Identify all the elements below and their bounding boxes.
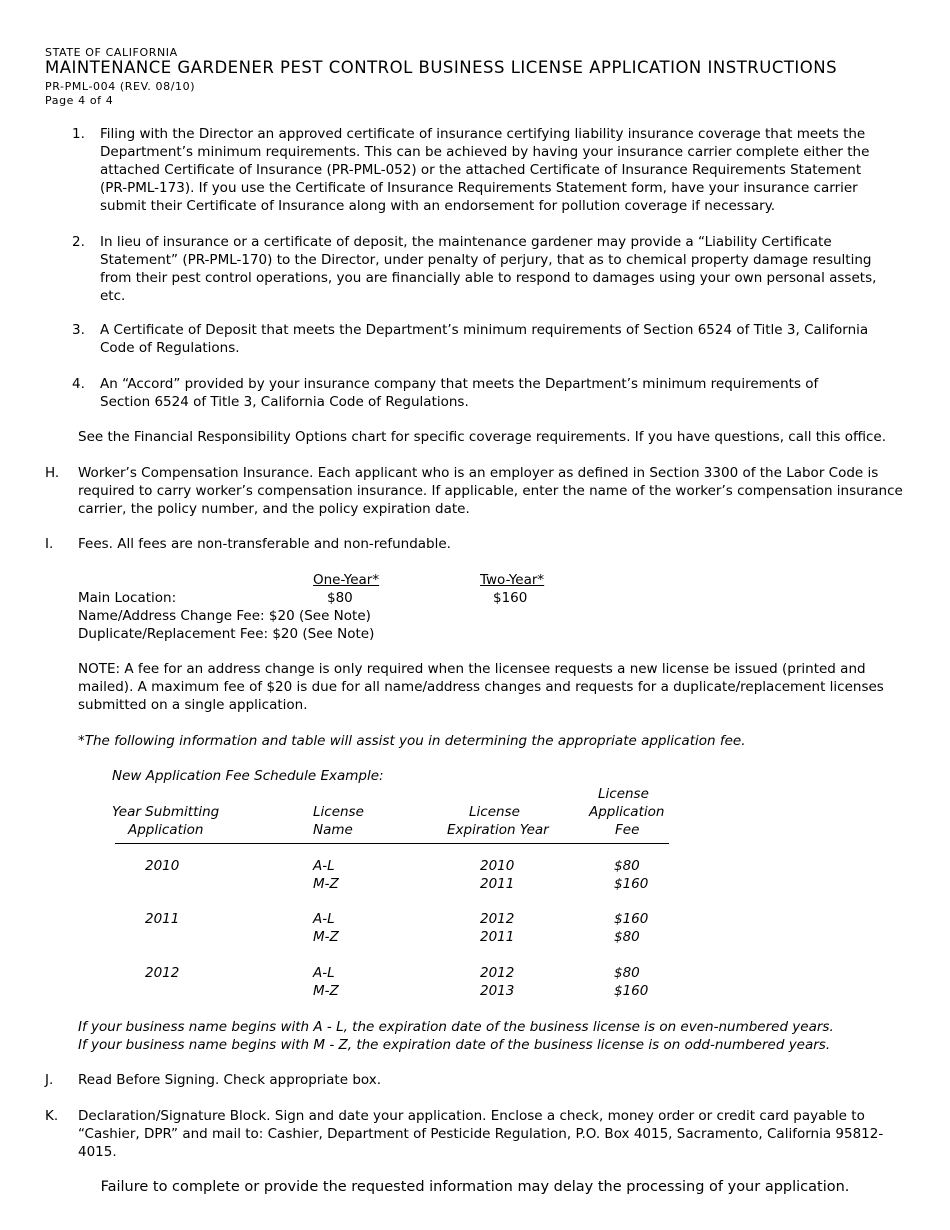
col-exp-header-2: Expiration Year <box>447 822 549 838</box>
document-title: MAINTENANCE GARDENER PEST CONTROL BUSINESS LICENSE APPLICATION INSTRUCTIONS <box>45 58 838 77</box>
col-fee-header-2: Application <box>589 804 665 820</box>
item-4-text: An “Accord” provided by your insurance company that meets the Department’s minimum requirements of Section 6524 of Title 3, California Code of Regulations. <box>100 376 819 410</box>
item-1-number: 1. <box>72 126 85 142</box>
row-fee: $160 <box>614 911 649 927</box>
row-fee: $80 <box>614 929 640 945</box>
main-two-year-fee: $160 <box>493 590 528 606</box>
agency-name: STATE OF CALIFORNIA <box>45 46 178 59</box>
row-name: M-Z <box>313 876 339 892</box>
item-1-text: Filing with the Director an approved certificate of insurance certifying liability insurance coverage that meets the Department’s minimum requirements. This can be achieved by having your insurance carrier complete either the attached Certificate of Insurance (PR-PML-052) or the attached Certificate of Insurance Requirements Statement (PR-PML-173). If you use the Certificate of Insurance Requirements Statement form, have your insurance carrier submit their Certificate of Insurance along with an endorsement for pollution coverage if necessary. <box>100 126 870 214</box>
row-expiration: 2012 <box>480 911 515 927</box>
header-divider <box>115 843 669 844</box>
item-2-number: 2. <box>72 234 85 250</box>
col-name-header-1: License <box>313 804 364 820</box>
section-h-text: Worker’s Compensation Insurance. Each applicant who is an employer as defined in Section 3300 of the Labor Code is required to carry worker’s compensation insurance. If applicable, enter the name of the worker’s compensation insurance carrier, the policy number, and the policy expiration date. <box>78 465 903 517</box>
row-expiration: 2012 <box>480 965 515 981</box>
financial-responsibility-note: See the Financial Responsibility Options chart for specific coverage requirements. If you have questions, call this office. <box>78 429 887 445</box>
col-fee-header-1: License <box>598 786 649 802</box>
col-name-header-2: Name <box>313 822 353 838</box>
row-name: A-L <box>313 911 335 927</box>
one-year-header: One-Year* <box>313 572 380 588</box>
schedule-title: New Application Fee Schedule Example: <box>112 768 384 784</box>
section-j-letter: J. <box>45 1072 54 1088</box>
row-fee: $160 <box>614 876 649 892</box>
section-i-letter: I. <box>45 536 54 552</box>
name-change-fee: Name/Address Change Fee: $20 (See Note) <box>78 608 371 624</box>
two-year-header: Two-Year* <box>480 572 545 588</box>
col-year-header-1: Year Submitting <box>112 804 220 820</box>
row-year: 2012 <box>145 965 180 981</box>
item-3-text: A Certificate of Deposit that meets the Department’s minimum requirements of Section 6524 of Title 3, California Code of Regulations. <box>100 322 869 356</box>
row-name: A-L <box>313 858 335 874</box>
section-k-letter: K. <box>45 1108 59 1124</box>
row-expiration: 2013 <box>480 983 515 999</box>
footer-warning: Failure to complete or provide the requested information may delay the processing of your application. <box>100 1179 850 1195</box>
row-year: 2010 <box>145 858 180 874</box>
row-expiration: 2011 <box>480 929 515 945</box>
main-one-year-fee: $80 <box>327 590 353 606</box>
col-exp-header-1: License <box>469 804 520 820</box>
row-expiration: 2011 <box>480 876 515 892</box>
row-fee: $80 <box>614 965 640 981</box>
item-4-number: 4. <box>72 376 85 392</box>
section-i-text: Fees. All fees are non-transferable and non-refundable. <box>78 536 451 552</box>
item-2-text: In lieu of insurance or a certificate of deposit, the maintenance gardener may provide a “Liability Certificate Statement” (PR-PML-170) to the Director, under penalty of perjury, that as to chemical property damage resulting from their pest control operations, you are financially able to respond to damages using your own personal assets, etc. <box>100 234 877 304</box>
row-year: 2011 <box>145 911 180 927</box>
col-fee-header-3: Fee <box>615 822 640 838</box>
fee-note: NOTE: A fee for an address change is only required when the licensee requests a new license be issued (printed and mailed). A maximum fee of $20 is due for all name/address changes and requests for a duplicate/replacement licenses submitted on a single application. <box>78 661 884 713</box>
expiry-note-a-l: If your business name begins with A - L, the expiration date of the business license is on even-numbered years. <box>78 1019 834 1035</box>
expiry-note-m-z: If your business name begins with M - Z, the expiration date of the business license is on odd-numbered years. <box>78 1037 831 1053</box>
section-h-letter: H. <box>45 465 60 481</box>
main-location-label: Main Location: <box>78 590 177 606</box>
form-number: PR-PML-004 (REV. 08/10) <box>45 80 196 93</box>
page-number: Page 4 of 4 <box>45 94 114 107</box>
item-3-number: 3. <box>72 322 85 338</box>
row-name: M-Z <box>313 929 339 945</box>
section-k-text: Declaration/Signature Block. Sign and date your application. Enclose a check, money order or credit card payable to “Cashier, DPR” and mail to: Cashier, Department of Pesticide Regulation, P.O. Box 4015, Sacramento, California 95812-4015. <box>78 1108 884 1160</box>
fee-assist-note: *The following information and table will assist you in determining the appropriate application fee. <box>78 733 746 749</box>
row-name: M-Z <box>313 983 339 999</box>
section-j-text: Read Before Signing. Check appropriate box. <box>78 1072 382 1088</box>
row-fee: $80 <box>614 858 640 874</box>
col-year-header-2: Application <box>128 822 204 838</box>
row-expiration: 2010 <box>480 858 515 874</box>
row-fee: $160 <box>614 983 649 999</box>
row-name: A-L <box>313 965 335 981</box>
duplicate-fee: Duplicate/Replacement Fee: $20 (See Note) <box>78 626 375 642</box>
